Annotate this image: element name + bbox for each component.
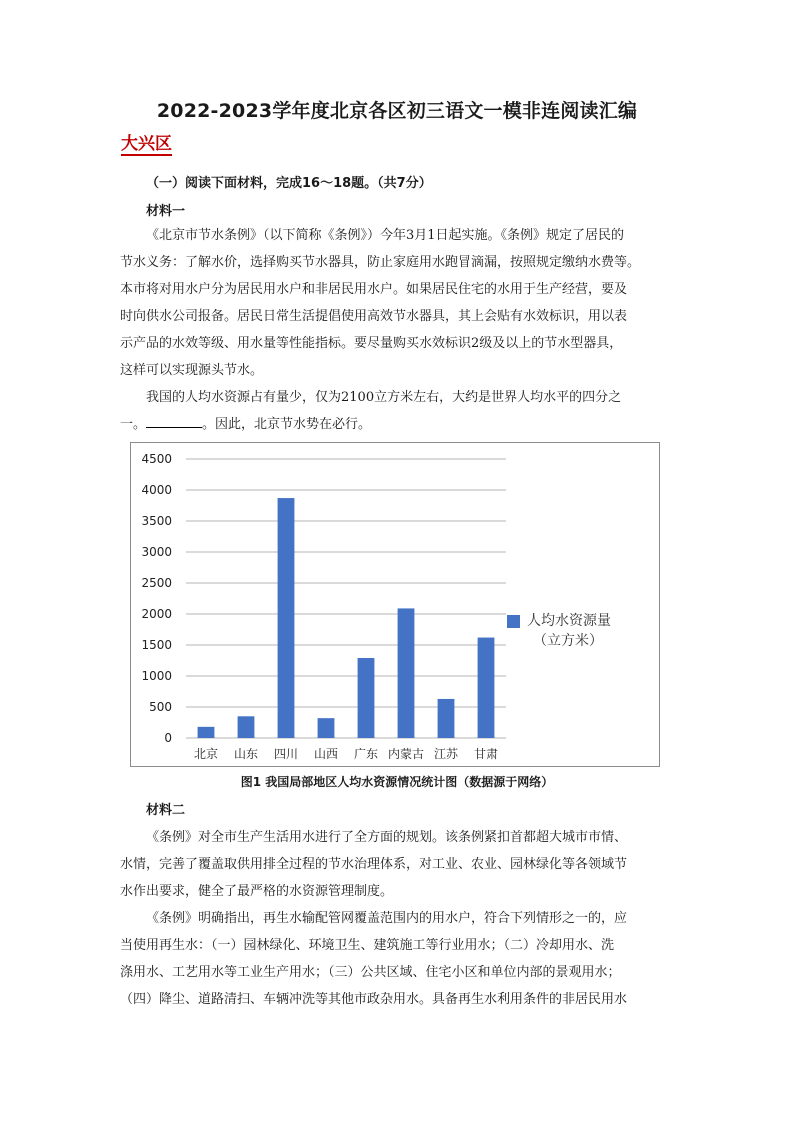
district-heading: 大兴区: [121, 134, 172, 154]
x-tick-label: 甘肃: [473, 747, 499, 761]
paragraph-line: 我国的人均水资源占有量少，仅为2100立方米左右，大约是世界人均水平的四分之: [146, 390, 622, 405]
bar: [438, 699, 455, 738]
paragraph-line: 节水义务：了解水价，选择购买节水器具，防止家庭用水跑冒滴漏，按照规定缴纳水费等。: [120, 255, 641, 270]
y-tick-label: 3500: [141, 514, 172, 528]
y-tick-label: 2000: [141, 607, 172, 621]
x-tick-label: 江苏: [433, 747, 459, 761]
x-tick-label: 北京: [193, 747, 219, 761]
document-title: 2022-2023学年度北京各区初三语文一模非连阅读汇编: [156, 100, 638, 122]
paragraph-line: 时向供水公司报备。居民日常生活提倡使用高效节水器具，其上会贴有水效标识，用以表: [120, 309, 628, 324]
paragraph-line: 水作出要求，健全了最严格的水资源管理制度。: [120, 884, 394, 899]
y-tick-label: 1500: [141, 638, 172, 652]
legend-unit: （立方米）: [533, 633, 603, 649]
y-tick-label: 500: [149, 700, 172, 714]
material-two-label: 材料二: [146, 803, 186, 818]
bar-chart-svg: [131, 443, 659, 766]
x-tick-label: 内蒙古: [387, 747, 425, 761]
answer-blank[interactable]: [146, 413, 202, 428]
paragraph-2: [120, 384, 680, 438]
y-tick-label: 3000: [141, 545, 172, 559]
x-tick-label: 广东: [353, 747, 379, 761]
y-tick-label: 4500: [141, 452, 172, 466]
figure-caption: 图1 我国局部地区人均水资源情况统计图（数据源于网络）: [240, 775, 554, 789]
bar: [318, 718, 335, 738]
section-heading: （一）阅读下面材料，完成16～18题。（共7分）: [146, 176, 432, 191]
text-before-blank: 一。: [120, 417, 147, 432]
paragraph-line: 示产品的水效等级、用水量等性能指标。要尽量购买水效标识2级及以上的节水型器具，: [120, 336, 623, 351]
paragraph-3: [120, 824, 680, 905]
material-one-label: 材料一: [146, 204, 186, 219]
paragraph-line: 《北京市节水条例》（以下简称《条例》）今年3月1日起实施。《条例》规定了居民的: [146, 228, 625, 243]
legend-swatch: [507, 615, 520, 628]
y-tick-label: 2500: [141, 576, 172, 590]
bar: [198, 727, 215, 738]
y-tick-label: 1000: [141, 669, 172, 683]
x-tick-label: 四川: [273, 747, 299, 761]
bar: [278, 498, 295, 738]
x-tick-label: 山东: [233, 747, 259, 761]
legend-label: 人均水资源量: [527, 613, 611, 629]
paragraph-line: 涤用水、工艺用水等工业生产用水；（三）公共区域、住宅小区和单位内部的景观用水；: [120, 965, 621, 980]
paragraph-line: 《条例》对全市生产生活用水进行了全方面的规划。该条例紧扣首都超大城市市情、: [146, 830, 628, 845]
bar-chart: [130, 442, 660, 767]
paragraph-line: 《条例》明确指出，再生水输配管网覆盖范围内的用水户，符合下列情形之一的，应: [146, 911, 628, 926]
bar: [358, 658, 375, 738]
y-tick-label: 4000: [141, 483, 172, 497]
text-after-blank: 。因此，北京节水势在必行。: [202, 417, 372, 432]
bar: [478, 638, 495, 738]
paragraph-line: [120, 411, 680, 438]
paragraph-1: [120, 222, 680, 384]
paragraph-line: 水情，完善了覆盖取供用排全过程的节水治理体系，对工业、农业、园林绿化等各领域节: [120, 857, 628, 872]
paragraph-line: 这样可以实现源头节水。: [120, 363, 264, 378]
bar: [398, 608, 415, 738]
x-tick-label: 山西: [313, 747, 339, 761]
y-tick-label: 0: [164, 731, 172, 745]
bar: [238, 716, 255, 738]
paragraph-line: 当使用再生水：（一）园林绿化、环境卫生、建筑施工等行业用水；（二）冷却用水、洗: [120, 938, 615, 953]
paragraph-line: 本市将对用水户分为居民用水户和非居民用水户。如果居民住宅的水用于生产经营，要及: [120, 282, 628, 297]
paragraph-line: （四）降尘、道路清扫、车辆冲洗等其他市政杂用水。具备再生水利用条件的非居民用水: [120, 992, 628, 1007]
paragraph-4: [120, 905, 680, 1013]
